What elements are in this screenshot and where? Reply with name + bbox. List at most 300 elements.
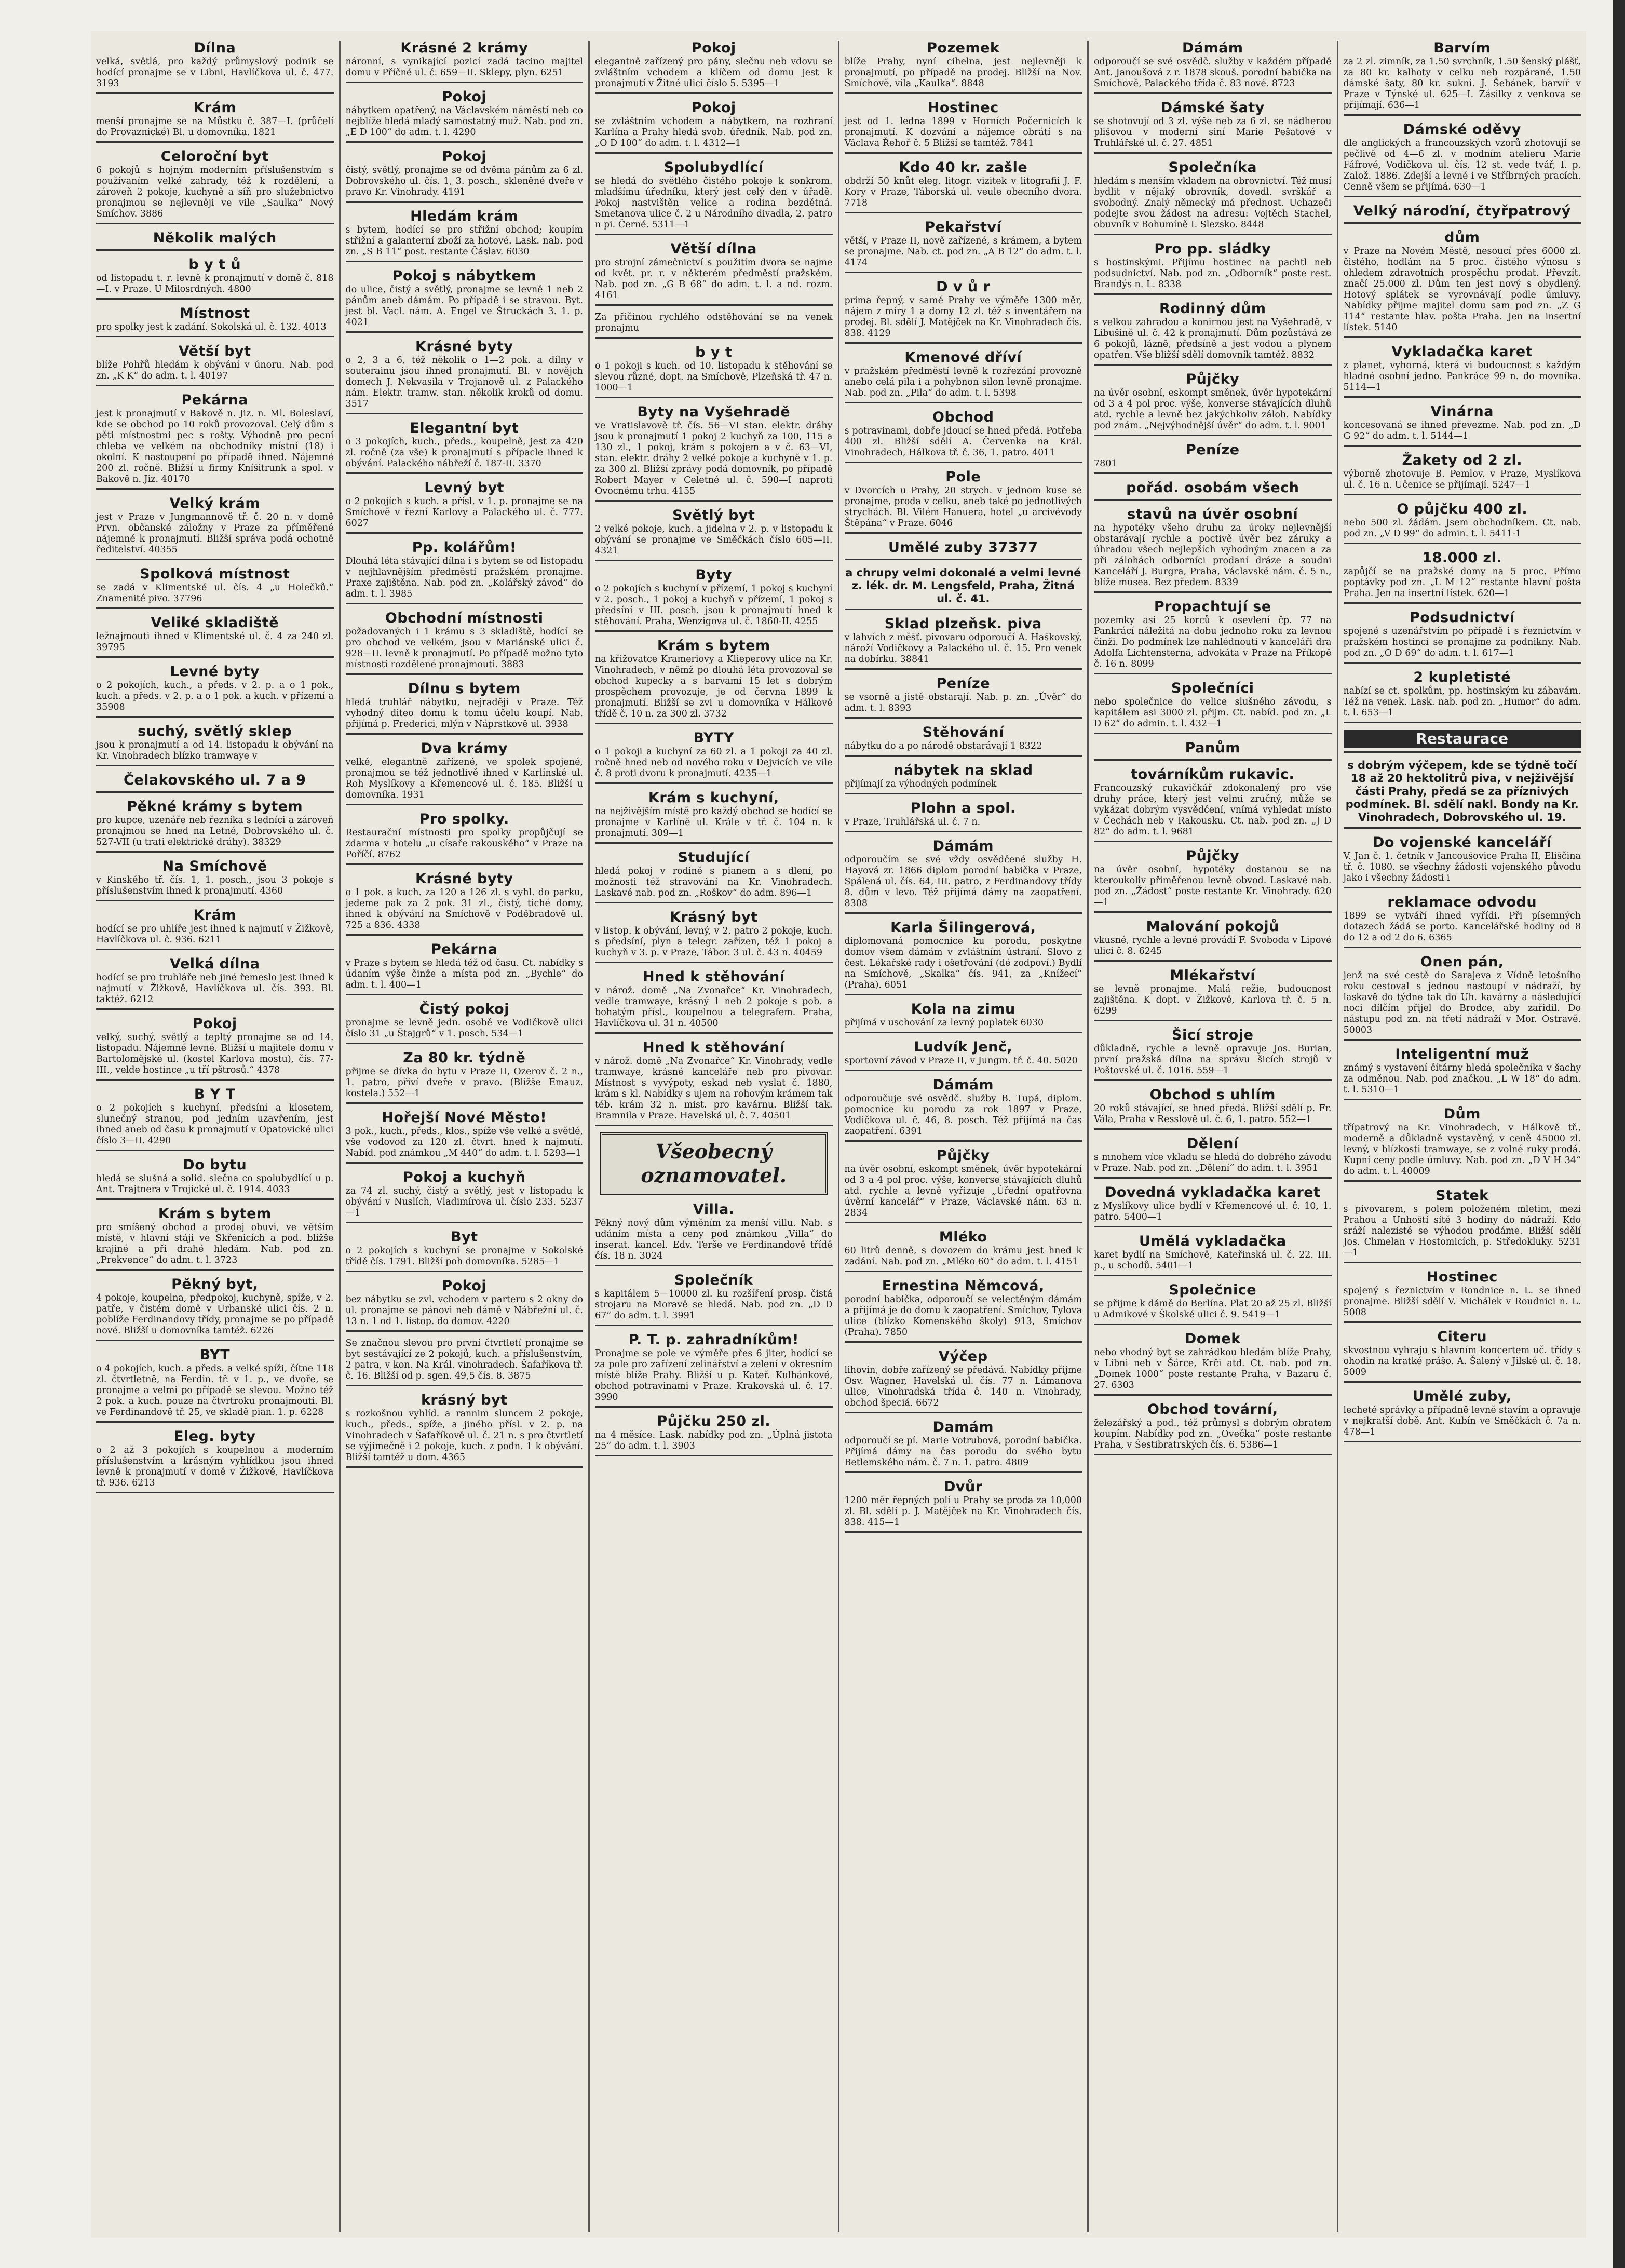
ad-heading: Spolková místnost (140, 566, 290, 582)
ad-banner-heading: Restaurace (1344, 730, 1581, 748)
ad-heading: Za 80 kr. týdně (403, 1050, 526, 1066)
ad-heading: Krám (193, 907, 237, 923)
classified-ad (1344, 502, 1581, 544)
ad-divider (1094, 293, 1332, 295)
ad-body: se vsorně a jistě obstarají. Nab. p. zn. „Úvěr“ do adm. t. l. 8393 (844, 692, 1082, 713)
ad-body: na křižovatce Krameriovy a Klieperovy ulice na Kr. Vinohradech, v němž po dlouhá léta provozoval se obchod kupecky a s barvami 15 let s dobrým prospěchem provozuje, je od června 1899 k pronajmutí. Bližší se zvi u domovníka v Hálkově třídě č. 10 n. za 300 zl. 3732 (595, 654, 833, 719)
ad-divider (96, 385, 334, 386)
ad-heading: Čistý pokoj (419, 1001, 509, 1017)
ad-heading: Peníze (1185, 442, 1240, 458)
ad-heading: Mléko (939, 1229, 987, 1245)
ad-body: v Dvorcích u Prahy, 20 strych. v jednom kuse se pronajme, proda v celku, aneb také po jednotlivých strychách. Bl. Vilém Hanuera, hotel „u arcivévody Štěpána“ v Praze. 6046 (844, 485, 1082, 529)
ad-body: v nárož. domě „Na Zvonařce“ Kr. Vinohrady, vedle tramwaye, krásné kanceláře neb pro pivovar. Místnost s vyvýpoty, eskad neb vyslat č. 1880, krám s kl. Nabídky s ujem na rohovým krámem tak téb. krám 32 n. mist. pro kavárnu. Bližší tak. Bramnila v Praze. Havelská ul. č. 7. 40501 (595, 1056, 833, 1121)
ad-body: spojený s řeznictvím v Rondnice n. L. se ihned pronajme. Bližší sdělí V. Michálek v Roudnici n. L. 5008 (1343, 1286, 1581, 1318)
ad-heading: Citeru (1437, 1329, 1487, 1345)
classified-ad (346, 1002, 584, 1044)
classified-ad (845, 801, 1082, 832)
ad-divider (845, 1341, 1082, 1343)
classified-ad (1094, 1234, 1332, 1276)
ad-divider (1094, 673, 1332, 674)
classified-ad (96, 231, 334, 251)
ad-divider (1094, 960, 1332, 962)
ad-body: Dlouhá léta stávající dílna i s bytem se od listopadu v nejhlavnějším předměstí pražském pronajme. Praxe zajištěna. Nab. pod zn. „Kolářský závod“ do adm. t. l. 3985 (345, 556, 583, 599)
ad-heading: Kola na zimu (911, 1001, 1015, 1017)
ad-body: čistý, světlý, pronajme se od dvěma pánům za 6 zl. Dobrovského ul. čís. 1, 3. posch., skleněné dveře v pravo Kr. Vinohrady. 4191 (345, 165, 583, 197)
ad-divider (1344, 1381, 1581, 1383)
ad-heading: Veliké skladiště (151, 615, 279, 631)
ad-divider (1344, 1180, 1581, 1182)
ad-divider (96, 716, 334, 718)
ad-body: na 4 měsíce. Lask. nabídky pod zn. „Úplná jistota 25“ do adm. t. l. 3903 (595, 1430, 833, 1451)
ad-heading: Společníci (1171, 680, 1254, 696)
column-4 (839, 40, 1089, 2232)
ad-heading: Domek (1184, 1331, 1241, 1347)
ad-heading: Dámské šaty (1160, 100, 1265, 116)
ad-divider (96, 791, 334, 793)
ad-body: odporoučí se pí. Marie Votrubová, porodní babička. Přijímá dámy na čas porodu do svého bytu Betlemského nám. č. 7 n. 1. patro. 4809 (844, 1436, 1082, 1468)
ad-heading: P. T. p. zahradníkům! (628, 1332, 799, 1348)
classified-ad (346, 149, 584, 203)
classified-ad (845, 279, 1082, 344)
classified-ad (1344, 122, 1581, 197)
classified-ad (96, 306, 334, 338)
ad-body: s mnohem více vkladu se hledá do dobrého závodu v Praze. Nab. pod zn. „Dělení“ do adm. t. l. 3951 (1094, 1152, 1332, 1173)
classified-ad (1094, 480, 1332, 501)
classified-ad (1344, 1047, 1581, 1100)
classified-ad (845, 920, 1082, 995)
ad-display-text: a chrupy velmi dokonalé a velmi levné z. lék. dr. M. Lengsfeld, Praha, Žitná ul. č. 41. (845, 566, 1081, 605)
ad-divider (845, 793, 1082, 794)
ad-heading: D v ů r (936, 279, 991, 295)
ad-divider (845, 462, 1082, 463)
ad-body: se levně pronajme. Malá režie, budoucnost zajištěna. K dopt. v Žižkově, Karlova tř. č. 5 n. 6299 (1094, 984, 1332, 1016)
ad-divider (1344, 1321, 1581, 1323)
ad-body: prima řepný, v samé Prahy ve výměře 1300 měr, nájem z míry 1 a domy 12 zl. též s inventářem na prodej. Bl. sdělí J. Matějček na Kr. Vinohradech čís. 838. 4129 (844, 295, 1082, 339)
classified-ad (1094, 968, 1332, 1021)
ad-body: o 2 pokojích s kuch. a přísl. v 1. p. pronajme se na Smíchově v řezní Karlovy a Palackého ul. č. 777. 6027 (345, 496, 583, 529)
ad-body: velká, světlá, pro každý průmyslový podnik se hodící pronajme se v Libni, Havlíčkova ul. č. 477. 3193 (96, 57, 334, 89)
ad-heading: Šicí stroje (1172, 1027, 1254, 1043)
ad-body: na úvěr osobní, eskompt směnek, úvěr hypotekární od 3 a 4 pol proc. výše, konverse stávajících dluhů atd. rychle a levně vyřizuje „Úřední opatřovna úvěrní kancelář“ v Praze, Václavské nám. 63 n. 2834 (844, 1164, 1082, 1218)
ad-divider (595, 1125, 833, 1126)
ad-body: spojené s uzenářstvím po případě i s řeznictvím v pražském hostinci se pronajme za podnikny. Nab. pod zn. „O D 69“ do adm. t. l. 617—1 (1343, 626, 1581, 658)
classified-ad (96, 859, 334, 901)
classified-ad (346, 421, 584, 474)
classified-ad (96, 773, 334, 793)
ad-body: ležnajmouti ihned v Klimentské ul. č. 4 za 240 zl. 39795 (96, 631, 334, 653)
ad-heading: Hledám krám (410, 208, 519, 224)
ad-divider (1344, 602, 1581, 604)
ad-body: přijímají za výhodných podmínek (844, 779, 997, 789)
ad-divider (346, 1385, 584, 1386)
ad-body: nabízí se ct. spolkům, pp. hostinským ku zábavám. Též na venek. Lask. nab. pod zn. „Humor“ do adm. t. l. 653—1 (1343, 686, 1581, 718)
classified-ad (595, 638, 833, 724)
ad-body: Restaurační místnosti pro spolky propůjčují se zdarma v hotelu „u císaře rakouského“ v Praze na Poříčí. 8762 (345, 828, 583, 860)
classified-ad (1344, 1329, 1581, 1383)
ad-divider (1344, 947, 1581, 948)
ad-body: z Myslíkovy ulice bydlí v Křemencové ul. č. 10, 1. patro. 5400—1 (1094, 1201, 1332, 1222)
ad-divider (96, 1079, 334, 1081)
classified-ad (96, 393, 334, 490)
ad-divider (1094, 499, 1332, 501)
ad-body: Se značnou slevou pro první čtvrtletí pronajme se byt sestávající ze 2 pokojů, kuch. a příslušenstvím, 2 patra, v kon. Na Král. vinohradech. Šafaříkova tř. č. 16. Bližší od p. sgen. 49,5 čís. 8. 3875 (345, 1338, 583, 1381)
ad-heading: Společník (674, 1272, 753, 1288)
ad-body: s velkou zahradou a konirnou jest na Vyšehradě, v Libušině ul. č. 42 k pronajmutí. Dům pozůstává ze 6 pokojů, lázně, předsíně a jest vodou a plynem opatřen. Vše bližší sdělí domovník tamtéž. 8832 (1094, 317, 1332, 360)
classified-ad (1344, 1188, 1581, 1263)
ad-body: 4 pokoje, koupelna, předpokoj, kuchyně, spíže, v 2. patře, v čistém domě v Urbanské ulici čís. 2 n. poblíže Ferdinandovy třídy, pronajme se po případě nové. Bližší u domovníka tamtéž. 6226 (96, 1293, 334, 1336)
ad-heading: Statek (1435, 1187, 1489, 1204)
ad-heading: Barvím (1433, 40, 1491, 56)
ad-heading: O půjčku 400 zl. (1397, 501, 1528, 517)
ad-divider (595, 1265, 833, 1266)
ad-heading: Pekárna (430, 941, 498, 957)
ad-divider (845, 559, 1082, 560)
classified-ad (1094, 740, 1332, 761)
ad-body: porodní babička, odporoučí se velectěným dámám a přijímá je do domu k zaopatření. Smíchov, Tylova ulice (blízko Komenského školy) 913, Smíchov (Praha). 7850 (844, 1294, 1082, 1338)
ad-heading: Celoroční byt (160, 148, 269, 165)
classified-ad (1344, 954, 1581, 1041)
classified-ad (346, 209, 584, 262)
ad-body: s rozkošnou vyhlíd. a rannim sluncem 2 pokoje, kuch., předs., spíže, a jiného přísl. v 2. p. na Vinohradech v Šafaříkově ul. č. 21 n. s pro čtvrtletí se výjimečně i 2 pokoje, kuch. z podn. 1 k obývání. Bližší tamtéž u dom. 4365 (345, 1409, 583, 1463)
ad-body: nebo společnice do velice slušného závodu, s kapitálem asi 3000 zl. přijm. Ct. nabíd. pod zn. „L D 62“ do admin. t. l. 432—1 (1094, 697, 1332, 729)
ad-heading: Velký nároďní, čtyřpatrový (1353, 203, 1571, 219)
ad-heading: Byt (450, 1229, 478, 1245)
ad-heading: Velká dílna (170, 956, 260, 972)
ad-divider (1094, 1020, 1332, 1021)
ad-body: pro smíšený obchod a prodej obuvi, ve větším místě, v hlavní stáji ve Skřenicích a pod. bližše krajiné a při drahé hledám. Nab. pod zn. „Prekvence“ do adm. t. l. 3723 (96, 1222, 334, 1265)
ad-divider (96, 1340, 334, 1341)
classified-ad (346, 1278, 584, 1332)
ad-divider (595, 234, 833, 235)
ad-divider (595, 962, 833, 963)
ad-heading: Umělé zuby, (1412, 1388, 1512, 1405)
ad-body: hodící se pro truhláře neb jiné řemeslo jest ihned k najmutí v Žižkově, Havlíčkova ul. čís. 393. Bl. taktéž. 6212 (96, 973, 334, 1005)
ad-body: o 1 pok. a kuch. za 120 a 126 zl. s vyhl. do parku, jedeme pak za 2 pok. 31 zl., čistý, tiché domy, ihned k obývání na Smíchově v Poděbradově ul. 725 a 836. 4338 (345, 887, 583, 930)
ad-divider (595, 782, 833, 784)
ad-divider (1094, 1324, 1332, 1325)
ad-body: z planet, vyhorná, která vi budoucnost s každým hladné osobní jedno. Pankráce 99 n. do movníka. 5114—1 (1343, 360, 1581, 393)
ad-divider (1094, 1454, 1332, 1455)
classified-ad (96, 1157, 334, 1200)
ad-heading: Dělení (1186, 1136, 1239, 1152)
ad-heading: Obchod (932, 409, 994, 425)
ad-body: v Praze, Truhlářská ul. č. 7 n. (844, 817, 981, 827)
classified-ad (845, 1002, 1082, 1033)
ad-heading: Půjčky (936, 1148, 990, 1164)
classified-ad (1094, 372, 1332, 436)
ad-divider (595, 152, 833, 154)
ad-body: nebo 500 zl. žádám. Jsem obchodníkem. Ct. nab. pod zn. „V D 99“ do admin. t. l. 5411-1 (1343, 518, 1581, 539)
ad-body: 60 litrů denně, s dovozem do krámu jest hned k zadání. Nab. pod zn. „Mléko 60“ do adm. t. l. 4151 (844, 1246, 1082, 1267)
ad-divider (346, 1102, 584, 1104)
classified-ad (595, 1273, 833, 1326)
ad-divider (96, 1150, 334, 1151)
classified-ad (1344, 835, 1581, 888)
ad-body: výborně zhotovuje B. Pemlov. v Praze, Myslíkova ul. č. 16 n. Učenice se přijímají. 5247—1 (1343, 469, 1581, 490)
ad-divider (595, 500, 833, 502)
ad-heading: Dva krámy (421, 740, 508, 757)
ad-heading: Panům (1185, 740, 1240, 756)
ad-divider (1344, 494, 1581, 495)
classified-ad (1344, 1270, 1581, 1323)
ad-body: zapůjčí se na pražské domy na 5 proc. Přímo poptávky pod zn. „L M 12“ restante hlavní pošta Praha. Jen na insertní lístek. 620—1 (1343, 566, 1581, 599)
ad-body: větší, v Praze II, nově zařízené, s krámem, a bytem se pronajme. Nab. ct. pod zn. „A B 12“ do adm. t. l. 4174 (844, 236, 1082, 268)
ad-divider (96, 1269, 334, 1271)
ad-divider (1344, 196, 1581, 197)
ad-heading: Místnost (179, 305, 250, 321)
classified-ad (1344, 344, 1581, 398)
ad-heading: reklamace odvodu (1387, 894, 1537, 910)
ad-divider (346, 994, 584, 995)
column-3 (590, 40, 839, 2232)
ad-body: se přijme k dámě do Berlína. Plat 20 až 25 zl. Bližší u Admikové v Školské ulici č. 9. 5419—1 (1094, 1299, 1332, 1320)
ad-body: 20 roků stávající, se hned předá. Bližší sdělí p. Fr. Vála, Praha v Resslově ul. č. 6, 1. patro. 552—1 (1094, 1103, 1332, 1125)
ad-heading: Dámám (932, 1077, 994, 1093)
ad-body: s bytem, hodící se pro střižní obchod; koupím střižní a galanterní zboží za hotové. Lask. nab. pod zn. „S B 11“ post. restante Čáslav. 6030 (345, 225, 583, 257)
ad-heading: Větší byt (178, 343, 251, 359)
ad-divider (845, 212, 1082, 213)
classified-ad (346, 268, 584, 333)
classified-ad (595, 1414, 833, 1456)
section-title-line: Všeobecný (655, 1140, 772, 1163)
ad-divider (595, 560, 833, 561)
ad-body: odporoučí se své osvědč. služby v každém případě Ant. Janoušová z r. 1878 skouš. porodní babička na Smíchově, Palackého třída č. 83 nové. 8723 (1094, 57, 1332, 89)
ad-heading: Dámám (932, 838, 994, 854)
section-title-box (600, 1132, 828, 1195)
ad-heading: Pozemek (927, 40, 1000, 56)
ad-body: odporoučuje své osvědč. služby B. Tupá, diplom. pomocnice ku porodu za rok 1897 v Praze, Vodičkova ul. č. 46, 8. posch. Též přijímá na čas zaopatření. 6391 (844, 1094, 1082, 1137)
ad-heading: Společníka (1168, 159, 1257, 176)
ad-heading: Vinárna (1430, 403, 1494, 420)
ad-heading: krásný byt (421, 1392, 508, 1408)
classified-ad (1094, 681, 1332, 734)
ad-divider (346, 1466, 584, 1468)
classified-ad (96, 100, 334, 143)
ad-divider (346, 733, 584, 735)
classified-ad (595, 969, 833, 1034)
classified-ad (595, 1040, 833, 1126)
ad-divider (1344, 887, 1581, 888)
classified-ad (1094, 848, 1332, 913)
classified-ad (96, 566, 334, 609)
ad-divider (346, 934, 584, 936)
ad-heading: Obchodní místnosti (385, 610, 544, 626)
ad-body: se hledá do světlého čistého pokoje k sonkrom. mladšímu úředníku, který jest celý den v úřadě. Pokoj nastvištěn velice a rodina bezdětná. Smetanova ulice č. 2 u Národního divadla, 2. patro n pi. Černé. 5311—1 (595, 176, 833, 230)
ad-heading: Výčep (938, 1348, 988, 1365)
ad-heading: Dílna (194, 40, 236, 56)
classified-ad (96, 257, 334, 300)
ad-body: diplomovaná pomocnice ku porodu, poskytne domov všem dámám v zvláštním ústraní. Slovo z čest. Lékařské rady i ošetřování (dé zodpoví.) Bydlí na Smíchově, „Skalka“ čís. 941, za „Knížecí“ (Praha). 6051 (844, 936, 1082, 990)
ad-body: za 2 zl. zimník, za 1.50 svrchník, 1.50 šenský plášť, za 80 kr. kalhoty v celku neb rozpárané, 1.50 dámské šaty, 80 kr. sukni. J. Šebánek, barvíř v Praze v Týnské ul. 625—I. Zásilky z venkova se přijímají. 636—1 (1343, 57, 1581, 111)
ad-body: nábytkem opatřený, na Václavském náměstí neb co nejblíže hledá mladý samostatný muž. Nab. pod zn. „E D 100“ do adm. t. l. 4290 (345, 105, 583, 138)
classified-ad (346, 1110, 584, 1164)
ad-heading: Kmenové dříví (904, 349, 1022, 366)
ad-divider (845, 1140, 1082, 1142)
classified-ad (845, 1278, 1082, 1343)
ad-divider (1344, 751, 1581, 753)
ad-body: ve Vratislavově tř. čís. 56—VI stan. elektr. dráhy jsou k pronajmutí 1 pokoj 2 kuchyň za 100, 115 a 130 zl., 1 pokoj, krám s pokojem a v č. 63—VI, stan. elektr. dráhy 2 velké pokoje a kuchyně v 1. p. za 300 zl. Bližší zprávy podá domovník, po případě Robert Mayer v Celetné ul. č. 590—I naproti Ovocnému trhu. 4155 (595, 421, 833, 496)
classified-ad (96, 40, 334, 94)
ad-divider (1094, 1079, 1332, 1081)
ad-divider (1344, 662, 1581, 664)
ad-divider (346, 473, 584, 474)
ad-divider (1094, 234, 1332, 235)
ad-body: nábytku do a po národě obstarávají 1 8322 (844, 741, 1042, 751)
ad-heading: Do vojenské kanceláří (1372, 834, 1552, 851)
ad-body: na nejživějším místě pro každý obchod se hodící se pronajme v Karlíně ul. Krále v tř. č. 104 n. k pronajmutí. 309—1 (595, 806, 833, 839)
ad-heading: Villa. (693, 1202, 735, 1218)
classified-ad (346, 1393, 584, 1468)
ad-heading: Pro spolky. (419, 811, 509, 827)
ad-divider (845, 92, 1082, 94)
ad-divider (346, 1043, 584, 1044)
ad-divider (845, 152, 1082, 154)
classified-ad (1344, 40, 1581, 116)
classified-ad (1094, 1282, 1332, 1325)
ad-body: hodící se pro uhlíře jest ihned k najmutí v Žižkově, Havlíčkova ul. č. 936. 6211 (96, 924, 334, 945)
classified-ad (845, 839, 1082, 914)
classified-ad (1094, 100, 1332, 154)
ad-body: o 2 pokojích s kuchyní, předsíní a klosetem, slunečný stranou, pod jedním uzavřením, jest ihned aneb od času k pronajmutí v Opatovické ulici číslo 3—II. 4290 (96, 1103, 334, 1146)
classified-ad (1344, 550, 1581, 604)
ad-divider (595, 723, 833, 724)
ad-body: o 2 pokojích, kuch., a předs. v 2. p. a o 1 pok., kuch. a předs. v 2. p. a o 1 pok. a kuch. v přízemí a 35908 (96, 680, 334, 712)
ad-divider (595, 1032, 833, 1034)
ad-divider (96, 141, 334, 143)
classified-ad (595, 312, 833, 339)
ad-body: odporoučím se své vždy osvědčené služby H. Hayová zr. 1866 diplom porodní babička v Praze, Spálená ul. čís. 64, III. patro, z Ferdinandovy třídy 8. dům v levo. Též přijímá dámy na zaopatření. 8308 (844, 855, 1082, 909)
ad-divider (96, 1198, 334, 1200)
classified-ad (845, 1479, 1082, 1533)
ad-body: pozemky asi 25 korců k osevlení čp. 77 na Pankrácí náležitá na dobu jednoho roku za levnou činži. Do podmínek lze nahlédnouti v kanceláři dra Adolfa Lichtensterna, advokáta v Praze na Příkopě č. 16 n. 8099 (1094, 615, 1332, 669)
ad-divider (845, 912, 1082, 914)
ad-body: lecheté správky a případně levně stavím a opravuje v nejkratší době. Ant. Kubín ve Směčkách č. 7a n. 478—1 (1343, 1405, 1581, 1437)
ad-heading: Pokoj (691, 100, 736, 116)
ad-heading: suchý, světlý sklep (138, 723, 292, 739)
ad-body: přijme se dívka do bytu v Praze II, Ozerov č. 2 n., 1. patro, přiví dveře v pravo. (Bližše Emauz. kostela.) 552—1 (345, 1066, 583, 1099)
ad-divider (595, 902, 833, 903)
ad-divider (595, 304, 833, 306)
classified-ad (1344, 670, 1581, 723)
ad-divider (1344, 1441, 1581, 1442)
ad-divider (845, 342, 1082, 344)
ad-heading: stavů na úvěr osobní (1127, 506, 1298, 522)
classified-ad (1094, 1331, 1332, 1396)
ad-heading: Levné byty (170, 664, 260, 680)
ad-heading: Krám s bytem (158, 1206, 272, 1222)
ad-body: jest k pronajmutí v Bakově n. Jiz. n. Ml. Boleslaví, kde se obchod po 10 roků provozoval. Celý dům s pěti místnostmi pec s rošty. Výhodně pro pecní chleba ve velkém na obchodníky místní (18) i okolní. K nastoupení po případě ihned. Nájemné 200 zl. ročně. Bližší u firmy Kníšitrunk a spol. v Bakově n. Jiz. 40170 (96, 409, 334, 484)
classified-ad (1094, 1087, 1332, 1130)
ad-divider (346, 673, 584, 675)
classified-ad (1094, 1402, 1332, 1455)
ad-body: o 2 až 3 pokojích s koupelnou a moderním příslušenstvím a krásným vyhlídkou jsou ihned levně k pronajmutí v domě v Žižkově, Havlíčkova tř. 936. 6213 (96, 1445, 334, 1488)
ad-heading: Pokoj s nábytkem (392, 268, 536, 284)
ad-divider (96, 298, 334, 300)
classified-ad (96, 956, 334, 1010)
classified-ad (96, 1206, 334, 1271)
ad-body: hledám s menším vkladem na obrovnictví. Též musí bydlit v nějaký obrovník, dovedl. svrškář a svobodný. Znalý německý má přednost. Uchazeči podejte svou žádost na adresu: Vojtěch Stachel, obuvník v Bohumíně I. Slezsko. 8448 (1094, 176, 1332, 230)
ad-body: se shotovují od 3 zl. výše neb za 6 zl. se nádherou plišovou v moderní siní Marie Pešatové v Truhlářské ul. č. 27. 4851 (1094, 116, 1332, 148)
ad-divider (346, 1330, 584, 1332)
classified-ad (1344, 730, 1581, 753)
classified-ad (1094, 767, 1332, 842)
ad-body: přijímá v uschování za levný poplatek 6030 (844, 1018, 1044, 1028)
classified-ad (845, 40, 1082, 94)
ad-heading: Půjčky (1186, 371, 1240, 387)
ad-divider (346, 804, 584, 805)
ad-heading: Krásné byty (415, 871, 513, 887)
ad-heading: Obchod tovární, (1147, 1401, 1278, 1418)
ad-divider (845, 402, 1082, 403)
ad-body: v Praze na Novém Městě, nesoucí přes 6000 zl. čistého, hodlám na 5 proc. čistého výnosu s ohledem zdravotních prospěchu prodat. Převzít. značí 25.000 zl. Dům ten jest nový s obydlený. Hotový splátek se vyrovnávají podle úmluvy. Nabídky přijme majitel domu sam pod zn. „Z G 114“ restante hlav. pošta Praha. Jen na insertní lístek. 5140 (1343, 246, 1581, 333)
classified-ad (595, 850, 833, 903)
ad-heading: Pěkný byt, (171, 1276, 259, 1292)
classified-ad (346, 681, 584, 735)
ad-divider (1344, 543, 1581, 544)
ad-divider (96, 851, 334, 853)
ad-heading: Pěkné krámy s bytem (127, 799, 303, 815)
classified-ad (1094, 241, 1332, 295)
classified-ad (595, 790, 833, 844)
ad-divider (845, 994, 1082, 995)
ad-divider (1094, 759, 1332, 761)
ad-body: obdrží 50 knůt eleg. litogr. vizitek v litografii J. F. Kory v Praze, Táborská ul. veule obecního dvora. 7718 (844, 176, 1082, 208)
ad-body: hledá se slušná a solid. slečna co spolubydlící u p. Ant. Trajtnera v Trojické ul. č. 1914. 4033 (96, 1173, 334, 1195)
ad-heading: Byty na Vyšehradě (637, 404, 791, 420)
ad-divider (1094, 92, 1332, 94)
ad-heading: B Y T (194, 1086, 236, 1102)
ad-divider (1344, 1039, 1581, 1041)
ad-body: od listopadu t. r. levně k pronajmutí v domě č. 818—I. v Praze. U Milosrdných. 4800 (96, 273, 334, 294)
ad-heading: Malování pokojů (1146, 919, 1279, 935)
ad-divider (1344, 336, 1581, 338)
classified-ad (1344, 404, 1581, 447)
ad-body: blíže Pohřů hledám k obývání v únoru. Nab. pod zn. „K K“ do adm. t. l. 40197 (96, 360, 334, 381)
ad-heading: Podsudnictví (1409, 610, 1515, 626)
ad-heading: Pekárna (181, 392, 249, 408)
ad-body: skvostnou vyhraju s hlavním koncertem uč. třídy s ohodin na kratké prášo. A. Šalený v Jilské ul. č. 18. 5009 (1343, 1345, 1581, 1378)
ad-heading: Vykladačka karet (1391, 344, 1533, 360)
ad-body: nebo vhodný byt se zahrádkou hledám blíže Prahy, v Libni neb v Šárce, Krči atd. Ct. nab. pod zn. „Domek 1000“ poste restante Praha, v Bazaru č. 27. 6303 (1094, 1347, 1332, 1391)
ad-heading: Levný byt (424, 480, 505, 496)
ad-body: do ulice, čistý a světlý, pronajme se levně 1 neb 2 pánům aneb dámám. Po případě i se stravou. Byt. jest bl. Vacl. nám. A. Engel ve Štruckách 3. 1. p. 4021 (345, 285, 583, 328)
classified-ad (845, 1148, 1082, 1223)
ad-body: pro strojní zámečnictví s použitím dvora se najme od květ. pr. r. v některém předměstí pražském. Nab. pod zn. „G B 68“ do adm. t. l. a nd. rozm. 4161 (595, 258, 833, 301)
ad-body: s pivovarem, s polem položeném mletim, mezi Prahou a Unhoští sítě 3 hodiny do nádraží. Kdo sráží nalezisté se výhodou prodáme. Bližší sdělí Jos. Chmelan v Hostomicích, p. Středokluky. 5231—1 (1343, 1204, 1581, 1258)
ad-divider (595, 92, 833, 94)
ad-divider (595, 1455, 833, 1456)
ad-divider (1344, 827, 1581, 829)
ad-divider (1094, 733, 1332, 734)
ad-heading: Dvůr (943, 1479, 983, 1495)
classified-ad (595, 40, 833, 94)
ad-divider (1344, 114, 1581, 116)
ad-heading: Hostinec (1426, 1269, 1498, 1285)
classified-ad (845, 469, 1082, 534)
ad-body: na hypotéky všeho druhu za úroky nejlevnější obstarávají rychle a poctivě úvěr bez záruky a úhradou všech nejlepších vyhodným znacen a za při zálohách odborníci prodaní dráze a soudni Kanceláří J. Burgra, Praha, Václavské nám. č. 5 n., blíže musea. Bez předem. 8339 (1094, 523, 1332, 588)
ad-body: blíže Prahy, nyní cihelna, jest nejlevněji k pronajmutí, po případě na prodej. Bližší na Nov. Smíchově, vila „Kaulka“. 8848 (844, 57, 1082, 89)
ad-heading: Na Smíchově (162, 858, 267, 874)
ad-heading: Mlékařství (1170, 967, 1256, 983)
classified-ad (595, 1332, 833, 1408)
ad-divider (96, 900, 334, 901)
ad-divider (346, 1162, 584, 1164)
ad-heading: Půjčky (1186, 848, 1240, 864)
ad-heading: Sklad plzeňsk. piva (884, 616, 1042, 632)
ad-heading: Studující (678, 849, 750, 866)
classified-columns (91, 40, 1586, 2232)
ad-body: bez nábytku se zvl. vchodem v parteru s 2 okny do ul. pronajme se pánovi neb dámě v Nábřežní ul. č. 13 n. 1 od 1. listop. do domov. 4220 (345, 1294, 583, 1327)
